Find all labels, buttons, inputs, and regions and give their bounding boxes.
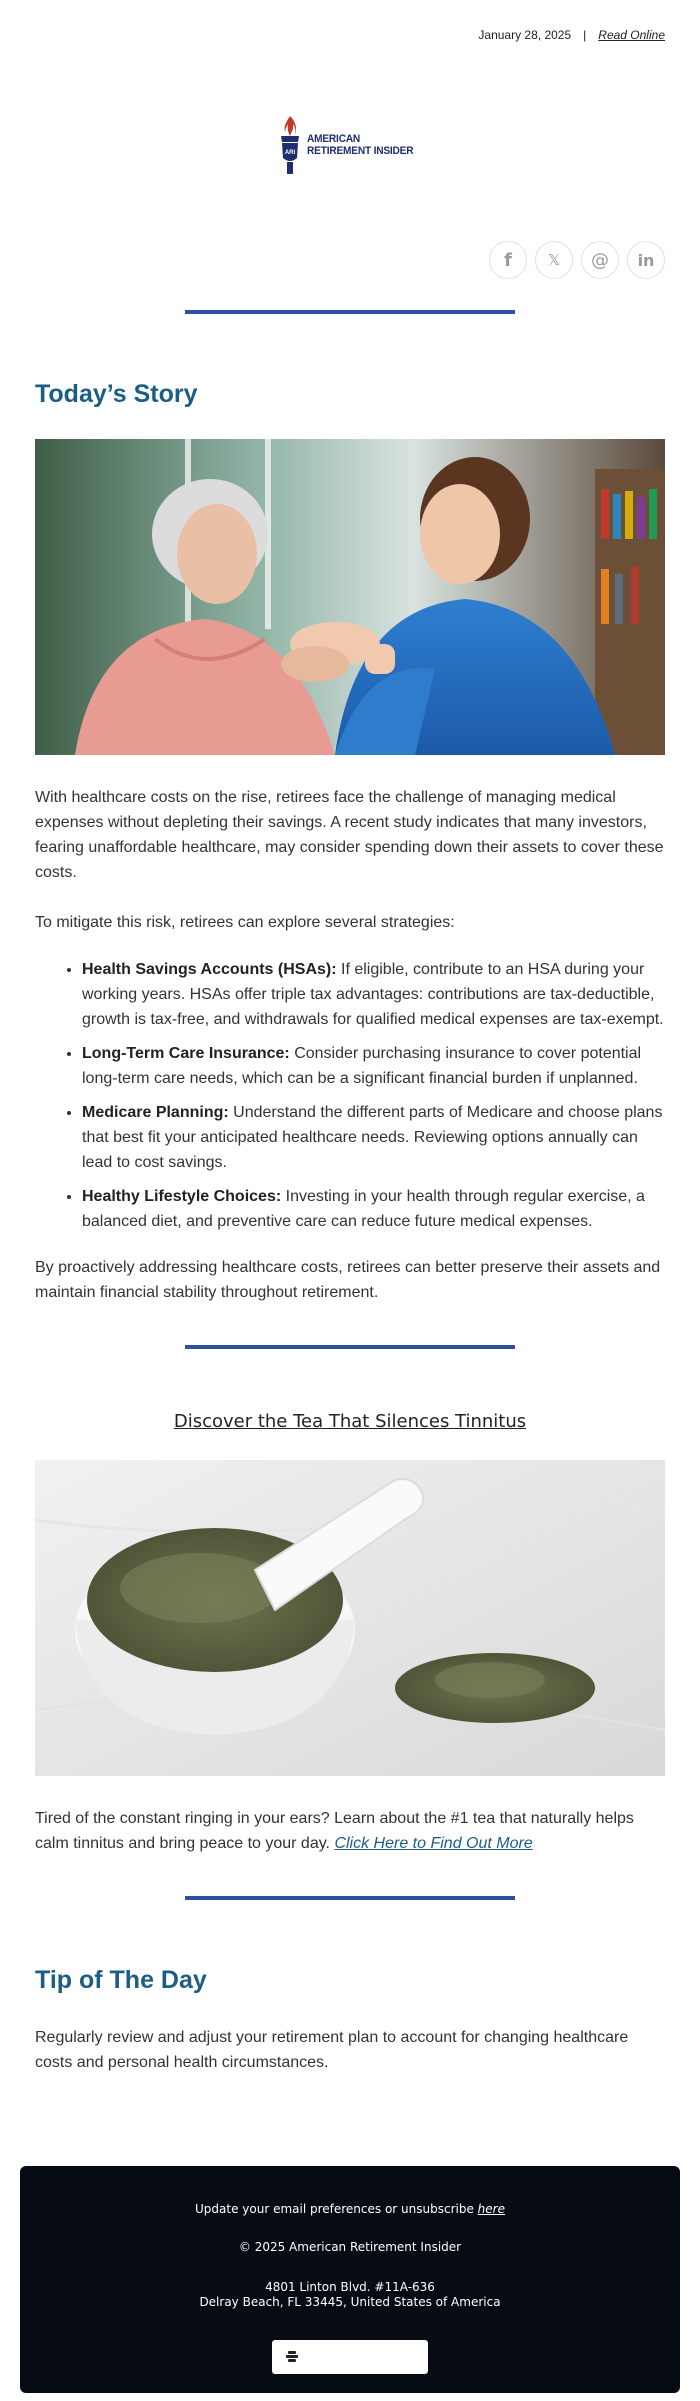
logo-line-1: AMERICAN	[307, 133, 361, 145]
top-bar	[0, 0, 700, 70]
prefs-text: Update your email preferences or unsubscribe	[195, 2202, 478, 2216]
address-line-1: 4801 Linton Blvd. #11A-636	[265, 2280, 435, 2294]
footer-prefs	[20, 2202, 680, 2216]
tea-image[interactable]	[35, 1460, 665, 1776]
strategy-text: Investing in your health through regular exercise, a balanced diet, and preventive care can reduce future medical expenses.	[82, 1188, 645, 1230]
strategy-text: Understand the different parts of Medicare and choose plans that best fit your anticipated healthcare needs. Reviewing options annually can lead to cost savings.	[82, 1104, 663, 1171]
beehiiv-icon	[285, 2350, 299, 2364]
threads-icon[interactable]: @	[581, 241, 619, 279]
strategy-title: Healthy Lifestyle Choices:	[82, 1188, 282, 1205]
list-item	[82, 1100, 665, 1175]
strategy-title: Health Savings Accounts (HSAs):	[82, 961, 337, 978]
logo[interactable]	[277, 114, 423, 176]
shield-text: ARI	[285, 150, 296, 156]
powered-by-beehiiv-button[interactable]	[272, 2340, 428, 2374]
torch-shield-icon	[277, 114, 303, 176]
ad-cta-link[interactable]: Click Here to Find Out More	[334, 1835, 533, 1852]
list-item	[82, 1041, 665, 1091]
x-icon[interactable]: 𝕏	[535, 241, 573, 279]
issue-date: January 28, 2025	[478, 28, 572, 42]
strategy-title: Medicare Planning:	[82, 1104, 229, 1121]
powered-by-text: Powered by beehiiv	[307, 2350, 415, 2364]
logo-area	[0, 70, 700, 220]
tip-heading: Tip of The Day	[35, 1966, 207, 1994]
strategy-list	[0, 957, 700, 1234]
separator: |	[583, 28, 587, 42]
todays-story-heading: Today’s Story	[35, 380, 198, 408]
ad-body-text: Tired of the constant ringing in your ears? Learn about the #1 tea that naturally helps calm tinnitus and bring peace to your day.	[35, 1810, 634, 1852]
logo-wordmark	[307, 133, 413, 157]
facebook-icon[interactable]: f	[489, 241, 527, 279]
logo-line-2: RETIREMENT INSIDER	[307, 145, 414, 157]
strategy-text: Consider purchasing insurance to cover potential long-term care needs, which can be a significant financial burden if unplanned.	[82, 1045, 642, 1087]
story-image	[35, 439, 665, 755]
strategy-text: If eligible, contribute to an HSA during your working years. HSAs offer triple tax advantages: contributions are tax-deductible, growth is tax-free, and withdrawals for qualified medical expenses are tax-exempt.	[82, 961, 664, 1028]
address-line-2: Delray Beach, FL 33445, United States of America	[199, 2295, 501, 2309]
story-intro: With healthcare costs on the rise, retirees face the challenge of managing medical expenses without depleting their savings. A recent study indicates that many investors, fearing unaffordable healthcare, may consider spending down their assets to cover these costs.	[35, 789, 664, 881]
footer	[20, 2166, 680, 2393]
unsubscribe-link[interactable]: here	[477, 2202, 505, 2216]
linkedin-icon[interactable]: in	[627, 241, 665, 279]
list-item	[82, 1184, 665, 1234]
ad-title-link[interactable]: Discover the Tea That Silences Tinnitus	[173, 1411, 527, 1432]
strategy-title: Long-Term Care Insurance:	[82, 1045, 290, 1062]
copyright: © 2025 American Retirement Insider	[238, 2240, 462, 2254]
list-item	[82, 957, 665, 1032]
tip-text: Regularly review and adjust your retirement plan to account for changing healthcare costs and personal health circumstances.	[35, 2029, 629, 2071]
story-closing: By proactively addressing healthcare costs, retirees can better preserve their assets and maintain financial stability throughout retirement.	[35, 1259, 661, 1301]
story-lead: To mitigate this risk, retirees can explore several strategies:	[35, 914, 455, 931]
read-online-link[interactable]: Read Online	[598, 28, 665, 42]
social-links	[0, 220, 700, 300]
ad-body	[0, 1806, 700, 1856]
